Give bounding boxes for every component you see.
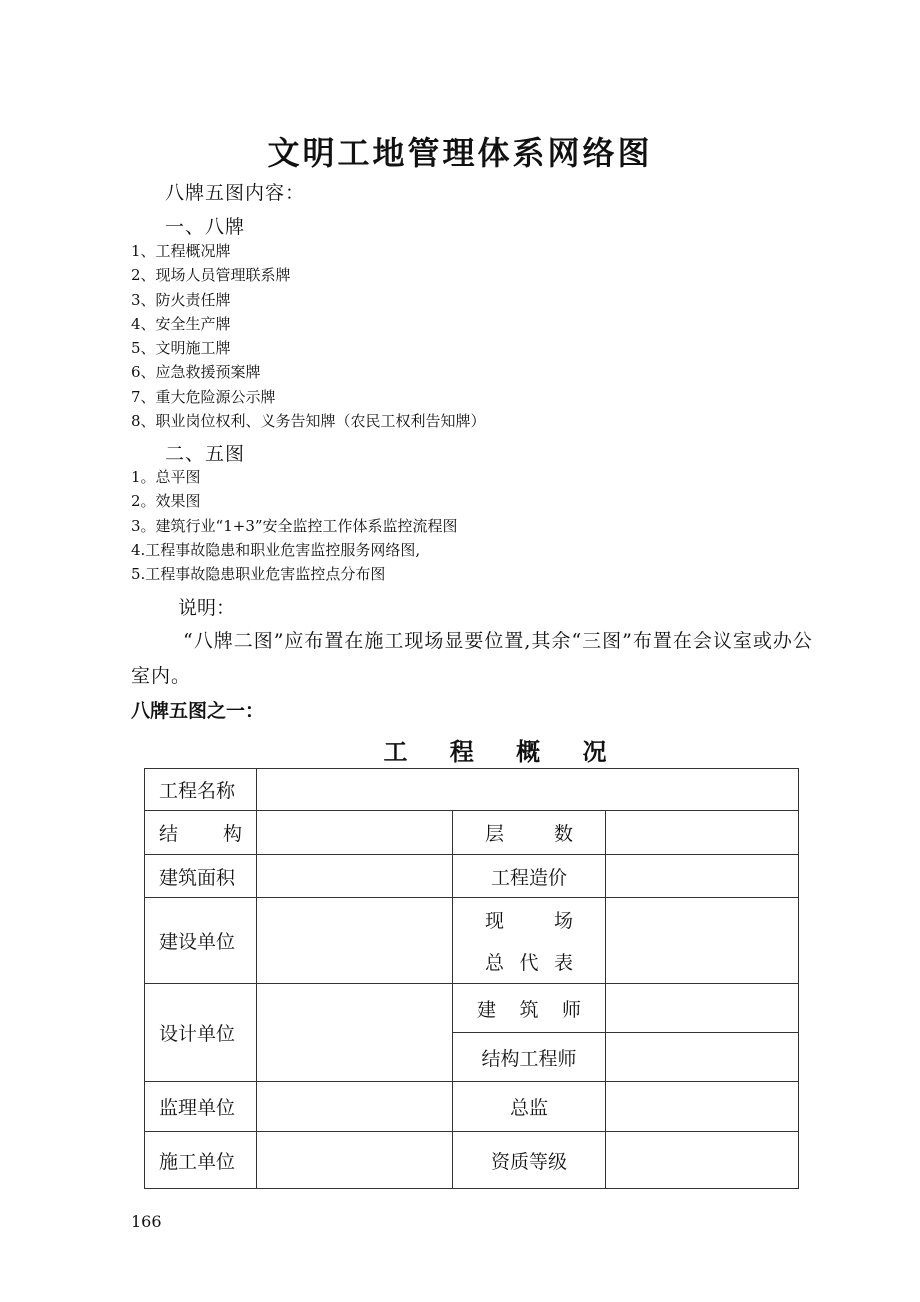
value-designer[interactable] — [257, 984, 453, 1082]
page-title: 文明工地管理体系网络图 — [267, 134, 653, 172]
label-floors: 层 数 — [453, 811, 606, 855]
value-cost[interactable] — [606, 855, 799, 898]
label-qualification: 资质等级 — [453, 1132, 606, 1189]
list-item: 2、现场人员管理联系牌 — [131, 266, 291, 285]
value-site-representative[interactable] — [606, 898, 799, 984]
section2-heading: 二、五图 — [165, 443, 246, 465]
intro-heading: 八牌五图内容： — [165, 182, 306, 204]
list-item: 5.工程事故隐患职业危害监控点分布图 — [131, 565, 386, 584]
list-item: 6、应急救援预案牌 — [131, 363, 261, 382]
value-chief-supervisor[interactable] — [606, 1082, 799, 1132]
label-chief-supervisor: 总监 — [453, 1082, 606, 1132]
label-project-name: 工程名称 — [145, 769, 257, 811]
value-qualification[interactable] — [606, 1132, 799, 1189]
list-item: 1、工程概况牌 — [131, 242, 231, 260]
value-floors[interactable] — [606, 811, 799, 855]
list-item: 5、文明施工牌 — [131, 339, 231, 358]
note-label: 说明： — [178, 597, 236, 619]
section1-heading: 一、八牌 — [165, 216, 246, 238]
list-item: 4.工程事故隐患和职业危害监控服务网络图, — [131, 540, 421, 559]
diagram-list — [131, 465, 458, 586]
list-item: 2。效果图 — [131, 492, 201, 511]
label-area: 建筑面积 — [145, 855, 257, 898]
list-item: 7、重大危险源公示牌 — [131, 387, 276, 406]
list-item: 8、职业岗位权利、义务告知牌（农民工权利告知牌） — [131, 412, 486, 431]
value-project-name[interactable] — [257, 769, 799, 811]
list-item: 3。建筑行业“1+3”安全监控工作体系监控流程图 — [131, 516, 458, 535]
value-architect[interactable] — [606, 984, 799, 1033]
label-structure: 结 构 — [145, 811, 257, 855]
table-title: 工 程 概 况 — [383, 737, 607, 766]
list-item: 1。总平图 — [131, 468, 201, 486]
value-area[interactable] — [257, 855, 453, 898]
label-structural-engineer: 结构工程师 — [453, 1033, 606, 1082]
project-overview-table — [144, 768, 799, 1189]
list-item: 3、防火责任牌 — [131, 290, 231, 309]
label-builder: 建设单位 — [145, 898, 257, 984]
label-cost: 工程造价 — [453, 855, 606, 898]
list-item: 4、安全生产牌 — [131, 314, 231, 333]
note-text: “八牌二图”应布置在施工现场显要位置,其余“三图”布置在会议室或办公室内。 — [131, 630, 813, 687]
label-site-representative: 现 场 总 代 表 — [453, 898, 606, 984]
signboard-list — [131, 239, 486, 433]
value-builder[interactable] — [257, 898, 453, 984]
label-designer: 设计单位 — [145, 984, 257, 1082]
value-supervisor-unit[interactable] — [257, 1082, 453, 1132]
label-supervisor-unit: 监理单位 — [145, 1082, 257, 1132]
label-architect: 建 筑 师 — [453, 984, 606, 1033]
subsection-title: 八牌五图之一： — [131, 700, 265, 722]
value-structure[interactable] — [257, 811, 453, 855]
page-number: 166 — [131, 1212, 162, 1231]
value-structural-engineer[interactable] — [606, 1033, 799, 1082]
value-contractor[interactable] — [257, 1132, 453, 1189]
label-contractor: 施工单位 — [145, 1132, 257, 1189]
